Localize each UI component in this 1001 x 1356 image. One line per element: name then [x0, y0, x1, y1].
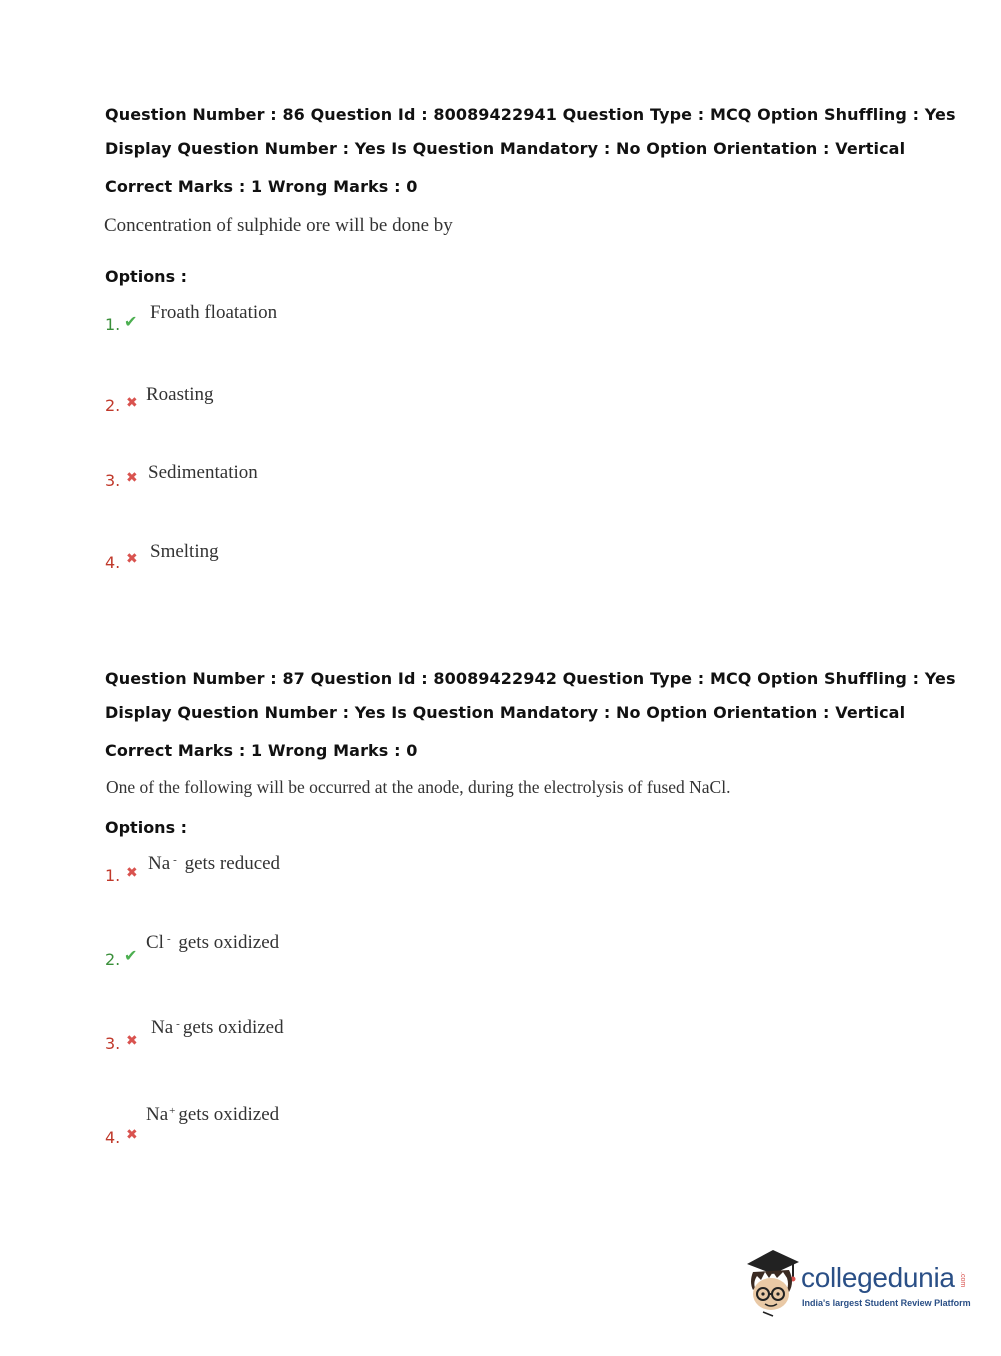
option-number: 1. — [105, 866, 121, 885]
logo-name: collegedunia — [801, 1262, 955, 1293]
option-text: Smelting — [150, 541, 219, 562]
option-text: Na - gets reduced — [148, 853, 281, 874]
cross-icon: ✖ — [126, 470, 138, 486]
logo-tagline: India's largest Student Review Platform — [802, 1298, 971, 1308]
option-text: Na - gets oxidized — [151, 1017, 284, 1038]
cross-icon: ✖ — [126, 551, 138, 567]
option-number: 4. — [105, 1128, 121, 1147]
collegedunia-logo — [743, 1248, 973, 1318]
option-number: 3. — [105, 1034, 121, 1053]
option-number: 3. — [105, 471, 121, 490]
option-text: Roasting — [146, 384, 214, 405]
logo-com: .com — [959, 1272, 966, 1288]
q87-options-label: Options : — [105, 818, 188, 837]
q87-meta-line1: Question Number : 87 Question Id : 80089422942 Question Type : MCQ Option Shuffling : Yes — [105, 669, 956, 688]
option-number: 2. — [105, 396, 121, 415]
q87-marks: Correct Marks : 1 Wrong Marks : 0 — [105, 741, 418, 760]
q87-question-text: One of the following will be occurred at the anode, during the electrolysis of fused NaCl. — [106, 777, 731, 797]
q86-options-label: Options : — [105, 267, 188, 286]
option-text: Cl - gets oxidized — [146, 932, 280, 953]
check-icon: ✔ — [124, 312, 138, 331]
q87-meta-line2: Display Question Number : Yes Is Question Mandatory : No Option Orientation : Vertical — [105, 703, 906, 722]
option-number: 2. — [105, 950, 121, 969]
check-icon: ✔ — [124, 946, 138, 965]
mascot-icon — [743, 1248, 801, 1318]
cross-icon: ✖ — [126, 395, 138, 411]
q86-meta-line1: Question Number : 86 Question Id : 80089422941 Question Type : MCQ Option Shuffling : Yes — [105, 105, 956, 124]
cross-icon: ✖ — [126, 1033, 138, 1049]
option-text: Froath floatation — [150, 302, 278, 323]
cross-icon: ✖ — [126, 1127, 138, 1143]
q86-marks: Correct Marks : 1 Wrong Marks : 0 — [105, 177, 418, 196]
cross-icon: ✖ — [126, 865, 138, 881]
option-number: 4. — [105, 553, 121, 572]
option-number: 1. — [105, 315, 121, 334]
option-text: Na+ gets oxidized — [146, 1104, 280, 1125]
option-text: Sedimentation — [148, 462, 258, 483]
q86-meta-line2: Display Question Number : Yes Is Question Mandatory : No Option Orientation : Vertical — [105, 139, 906, 158]
q86-question-text: Concentration of sulphide ore will be done by — [104, 215, 453, 236]
